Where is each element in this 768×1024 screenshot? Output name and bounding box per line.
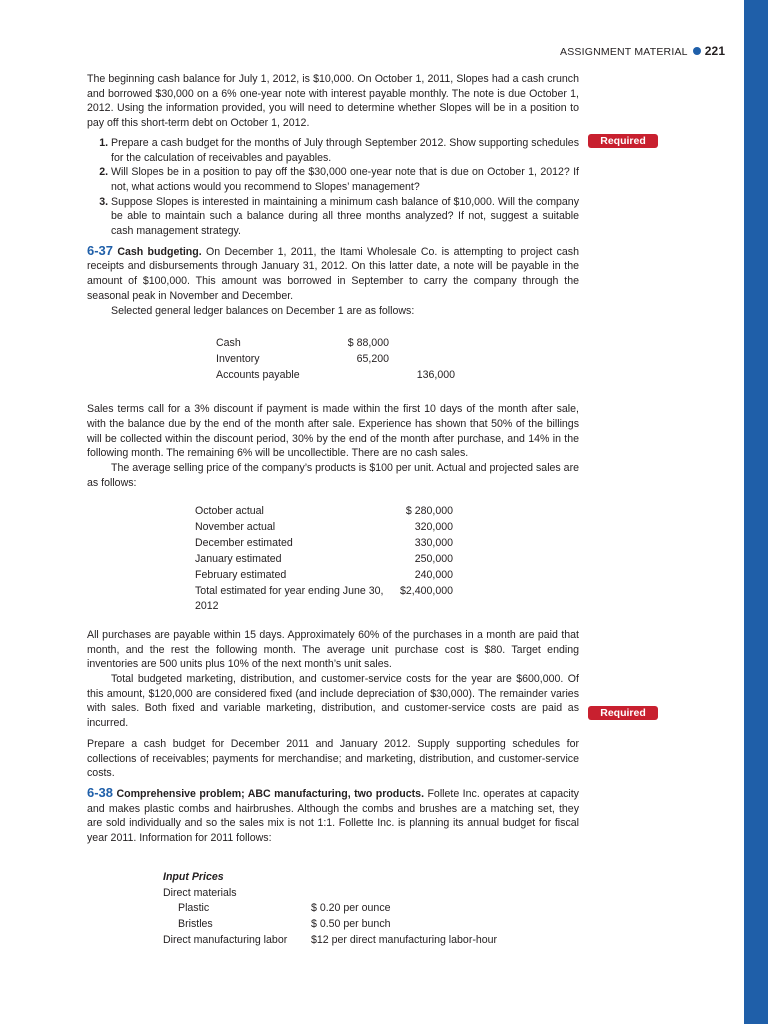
problem-number: 6-37 [87, 242, 114, 258]
ledger-debit: 65,200 [356, 353, 389, 366]
ledger-intro: Selected general ledger balances on December 1 are as follows: [111, 304, 415, 317]
table-row [163, 886, 497, 902]
ledger-label: Accounts payable [216, 369, 300, 382]
table-row [163, 870, 497, 886]
table-row [216, 352, 455, 368]
requirement-item: 3. Suppose Slopes is interested in maintaining a minimum cash balance of $10,000. Will the company be able to maintain such a balance during all three months analyzed? If not, suggest a suitable cash management strategy. [111, 195, 579, 239]
input-value: $ 0.20 per ounce [311, 902, 391, 915]
sales-value: $2,400,000 [399, 585, 453, 598]
ledger-debit [336, 368, 389, 384]
requirement-paragraph: Prepare a cash budget for December 2011 and January 2012. Supply supporting schedules for collections of receivables; payments for merchandise; and marketing, distribution, and customer-service costs. [87, 737, 579, 780]
problem-text: On December 1, 2011, the Itami Wholesale Co. is attempting to project cash receipts and disbursements through January 31, 2012. On this latter date, a note will be payable in the amount of $100,000. This amount was borrowed in September to carry the company through the seasonal peak in November and December. [87, 245, 579, 302]
selling-price-paragraph: The average selling price of the company’s products is $100 per unit. Actual and projected sales are as follows: [87, 462, 579, 489]
table-row [195, 504, 453, 520]
running-header [560, 44, 740, 60]
problem-title: Comprehensive problem; ABC manufacturing, two products. [116, 787, 425, 800]
sales-label: December estimated [195, 537, 293, 550]
requirements-list [87, 136, 579, 239]
problem-6-38 [87, 786, 579, 846]
table-row [195, 568, 453, 584]
input-value [311, 886, 497, 902]
sales-label: Total estimated for year ending June 30, 2012 [195, 585, 384, 613]
table-row [216, 368, 455, 384]
sales-value: 320,000 [414, 521, 453, 534]
table-row [163, 901, 497, 917]
sales-terms-paragraph: Sales terms call for a 3% discount if payment is made within the first 10 days of the month after sale, with the balance due by the end of the month after sale. Experience has shown that 50% of the billings will be collected within the discount period, 30% by the end of the month after purchase, and 14% in the following month. The remaining 6% will be uncollectible. There are no cash sales. [87, 403, 579, 460]
sales-label: October actual [195, 505, 264, 518]
table-row [195, 536, 453, 552]
table-row [163, 917, 497, 933]
ledger-label: Cash [216, 337, 241, 350]
sales-value: 250,000 [414, 553, 453, 566]
purchases-paragraph: All purchases are payable within 15 days. Approximately 60% of the purchases in a month are paid that month, and the rest the following month. The average unit purchase cost is $80. Target ending inventories are 500 units plus 10% of the next month’s unit sales. [87, 628, 579, 671]
input-value: $12 per direct manufacturing labor-hour [311, 933, 498, 946]
requirement-item: 2. Will Slopes be in a position to pay off the $30,000 one-year note that is due on October 1, 2012? If not, what actions would you recommend to Slopes’ management? [111, 165, 579, 194]
required-badge-1: Required [588, 134, 658, 148]
ledger-credit: 136,000 [416, 369, 455, 382]
page-number: 221 [704, 44, 726, 58]
sales-table [195, 504, 453, 613]
sales-value: 330,000 [414, 537, 453, 550]
table-row [216, 336, 455, 352]
sales-value: 240,000 [414, 569, 453, 582]
required-badge-2: Required [588, 706, 658, 720]
requirement-item: 1. Prepare a cash budget for the months of July through September 2012. Show supporting schedules for the calculation of receivables and payables. [111, 136, 579, 165]
ledger-credit [389, 352, 455, 368]
table-row [163, 933, 497, 949]
problem-title: Cash budgeting. [117, 245, 202, 258]
input-label: Direct manufacturing labor [163, 933, 288, 946]
sales-label: February estimated [195, 569, 287, 582]
input-value: $ 0.50 per bunch [311, 918, 391, 931]
input-prices-table [163, 870, 497, 949]
problem-text: Follete Inc. operates at capacity and makes plastic combs and hairbrushes. Although the combs and brushes are a matching set, they are sold individually and so the sales mix is not 1:1. Follette Inc. is planning its annual budget for fiscal year 2011. Information for 2011 follows: [87, 787, 579, 845]
section-title: ASSIGNMENT MATERIAL [560, 46, 688, 58]
ledger-label: Inventory [216, 353, 260, 366]
table-row [195, 552, 453, 568]
input-label: Direct materials [163, 886, 237, 899]
input-label: Plastic [178, 902, 210, 915]
costs-paragraph: Total budgeted marketing, distribution, and customer-service costs for the year are $600,000. Of this amount, $120,000 are considered fixed (and include depreciation of $30,000). The remainder varies with sales. Both fixed and variable marketing, distribution, and customer-service costs are paid as incurred. [87, 672, 579, 730]
intro-paragraph: The beginning cash balance for July 1, 2012, is $10,000. On October 1, 2011, Slopes had a cash crunch and borrowed $30,000 on a 6% one-year note with interest payable monthly. The note is due October 1, 2012. Using the information provided, you will need to determine whether Slopes will be in a position to pay off this short-term debt on October 1, 2012. [87, 73, 579, 130]
ledger-debit: $ 88,000 [347, 337, 389, 350]
sales-label: January estimated [195, 553, 282, 566]
sales-value: $ 280,000 [405, 505, 453, 518]
table-row [195, 584, 453, 613]
page-edge-band [744, 0, 768, 1024]
problem-number: 6-38 [87, 784, 114, 800]
sales-label: November actual [195, 521, 276, 534]
bullet-dot-icon [693, 47, 701, 55]
input-label: Bristles [178, 918, 213, 931]
page-body [87, 72, 579, 949]
ledger-balances-table [216, 336, 455, 384]
problem-6-37 [87, 244, 579, 304]
input-prices-heading: Input Prices [163, 870, 224, 883]
table-row [195, 520, 453, 536]
ledger-credit [389, 336, 455, 352]
